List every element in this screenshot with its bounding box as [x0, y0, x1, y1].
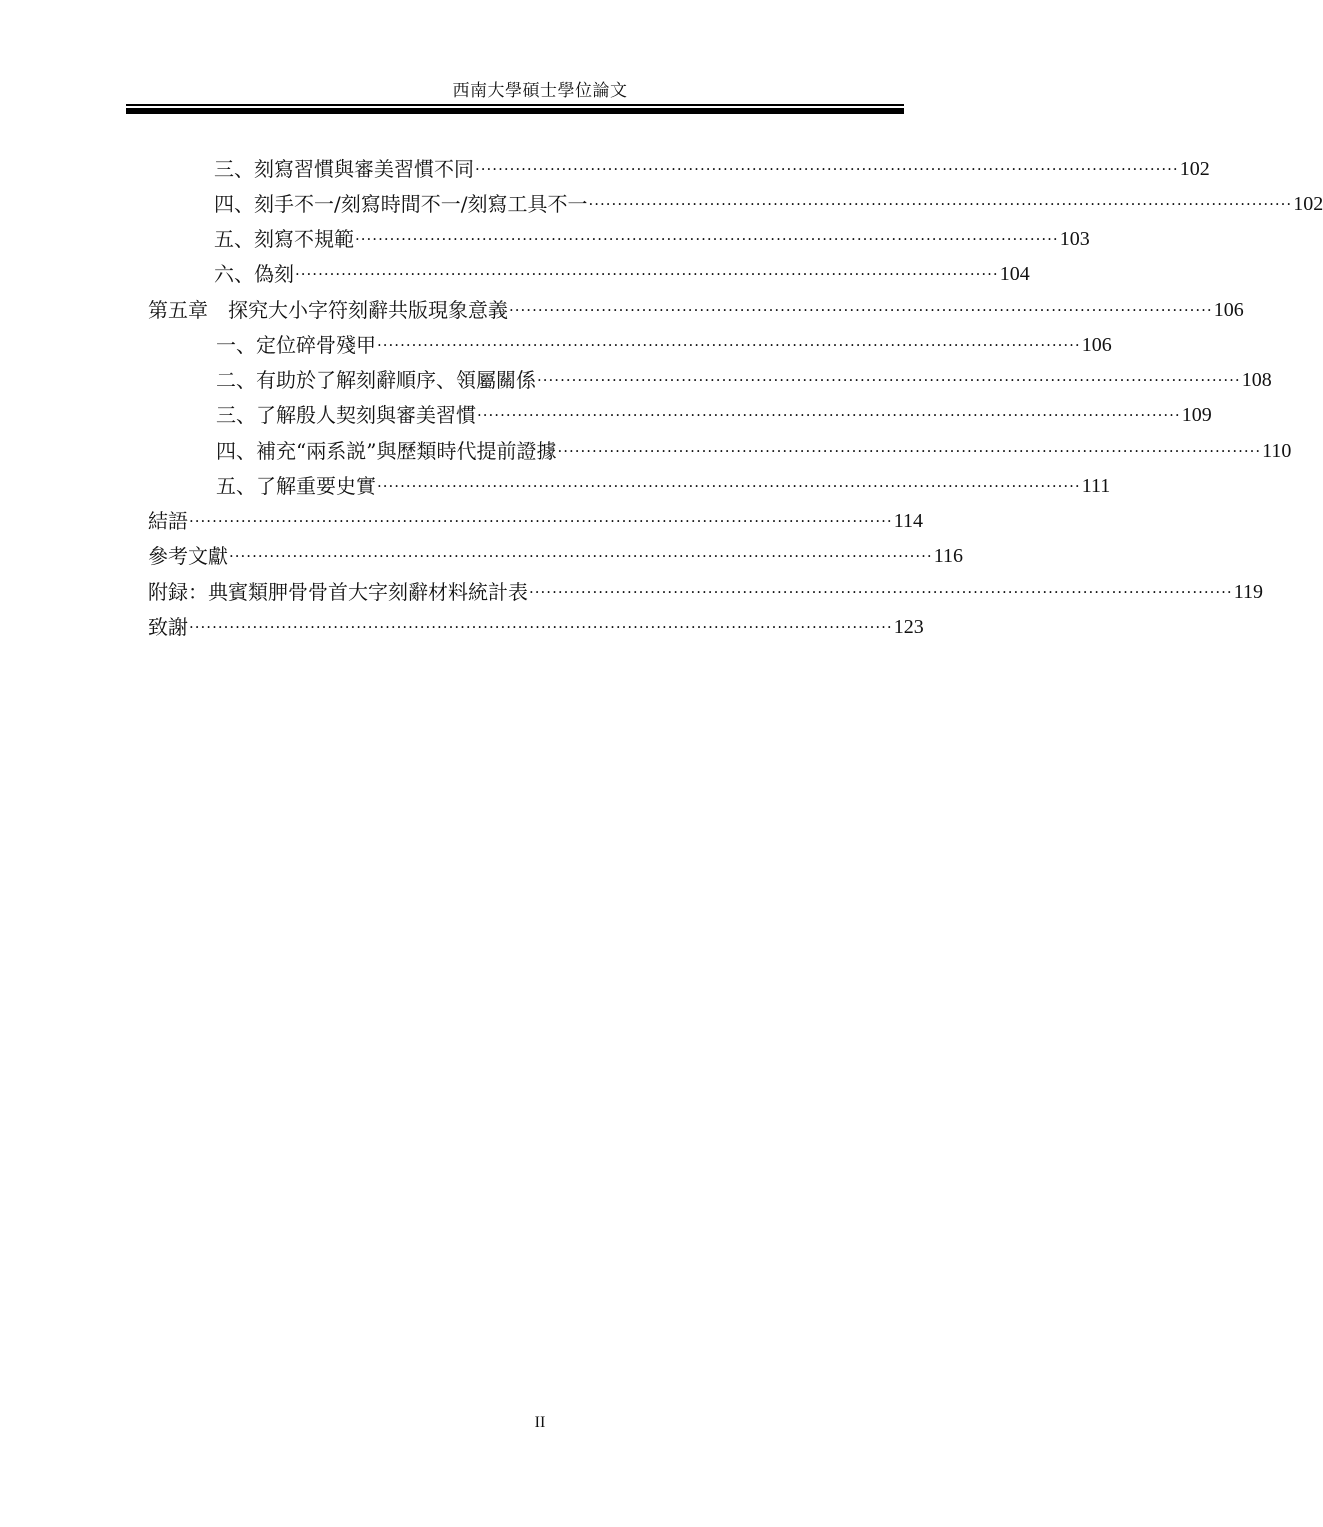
- toc-entry-page: 106: [1213, 299, 1244, 321]
- toc-entry[interactable]: [214, 187, 1323, 222]
- toc-entry-page: 102: [1179, 158, 1210, 180]
- toc-entry[interactable]: [216, 469, 1111, 504]
- toc-entry-page: 106: [1081, 334, 1112, 356]
- header-rule-thick: [126, 108, 904, 114]
- toc-entry-page: 119: [1233, 581, 1263, 603]
- toc-leader-dots: ··························································································································: [588, 195, 1293, 213]
- toc-entry-page: 102: [1293, 193, 1323, 215]
- toc-entry-page: 114: [893, 510, 923, 532]
- toc-leader-dots: ··························································································································: [355, 230, 1059, 248]
- toc-entry-page: 116: [933, 545, 963, 567]
- toc-entry-page: 108: [1241, 369, 1272, 391]
- toc-entry-page: 110: [1262, 440, 1292, 462]
- toc-entry-label: 參考文獻: [148, 544, 228, 568]
- toc-entry-label: 四、補充“兩系説”與歷類時代提前證據: [216, 439, 557, 463]
- toc-leader-dots: ··························································································································: [537, 371, 1241, 389]
- toc-entry-page: 123: [893, 616, 924, 638]
- toc-chapter-entry[interactable]: [148, 504, 923, 539]
- toc-entry[interactable]: [214, 257, 1030, 292]
- toc-leader-dots: ··························································································································: [557, 442, 1262, 460]
- toc-chapter-entry[interactable]: [148, 610, 924, 645]
- toc-chapter-entry[interactable]: [148, 539, 963, 574]
- toc-leader-dots: ··························································································································: [529, 583, 1233, 601]
- toc-leader-dots: ··························································································································: [229, 547, 933, 565]
- toc-entry[interactable]: [214, 222, 1090, 257]
- toc-entry-label: 六、偽刻: [214, 262, 294, 286]
- toc-leader-dots: ··························································································································: [377, 336, 1081, 354]
- toc-entry-page: 111: [1081, 475, 1111, 497]
- toc-leader-dots: ··························································································································: [475, 160, 1179, 178]
- toc-chapter-entry[interactable]: [148, 293, 1244, 328]
- toc-leader-dots: ··························································································································: [189, 512, 893, 530]
- toc-leader-dots: ··························································································································: [189, 618, 893, 636]
- toc-leader-dots: ··························································································································: [477, 406, 1181, 424]
- toc-entry[interactable]: [216, 328, 1112, 363]
- toc-entry[interactable]: [216, 434, 1292, 469]
- toc-entry-label: 第五章 探究大小字符刻辭共版現象意義: [148, 298, 508, 322]
- toc-leader-dots: ··························································································································: [377, 477, 1081, 495]
- running-header: 西南大學碩士學位論文: [452, 81, 628, 101]
- toc-leader-dots: ··························································································································: [509, 301, 1213, 319]
- header-rule-thin: [126, 104, 904, 106]
- toc-entry-label: 四、刻手不一/刻寫時間不一/刻寫工具不一: [214, 192, 588, 216]
- toc-entry-page: 103: [1059, 228, 1090, 250]
- toc-entry-label: 附録：典賓類胛骨骨首大字刻辭材料統計表: [148, 580, 528, 604]
- toc-leader-dots: ··························································································································: [295, 265, 999, 283]
- toc-entry-label: 五、了解重要史實: [216, 474, 376, 498]
- toc-entry-label: 三、了解殷人契刻與審美習慣: [216, 403, 476, 427]
- toc-entry-label: 結語: [148, 509, 188, 533]
- toc-entry-label: 致謝: [148, 615, 188, 639]
- toc-entry-page: 104: [999, 263, 1030, 285]
- toc-entry[interactable]: [214, 152, 1210, 187]
- toc-entry-label: 五、刻寫不規範: [214, 227, 354, 251]
- page-number: II: [534, 1414, 546, 1431]
- toc-entry[interactable]: [216, 398, 1212, 433]
- toc-entry-label: 二、有助於了解刻辭順序、領屬關係: [216, 368, 536, 392]
- toc-chapter-entry[interactable]: [148, 575, 1263, 610]
- toc-entry[interactable]: [216, 363, 1272, 398]
- toc-entry-label: 一、定位碎骨殘甲: [216, 333, 376, 357]
- toc-entry-page: 109: [1181, 404, 1212, 426]
- toc-entry-label: 三、刻寫習慣與審美習慣不同: [214, 157, 474, 181]
